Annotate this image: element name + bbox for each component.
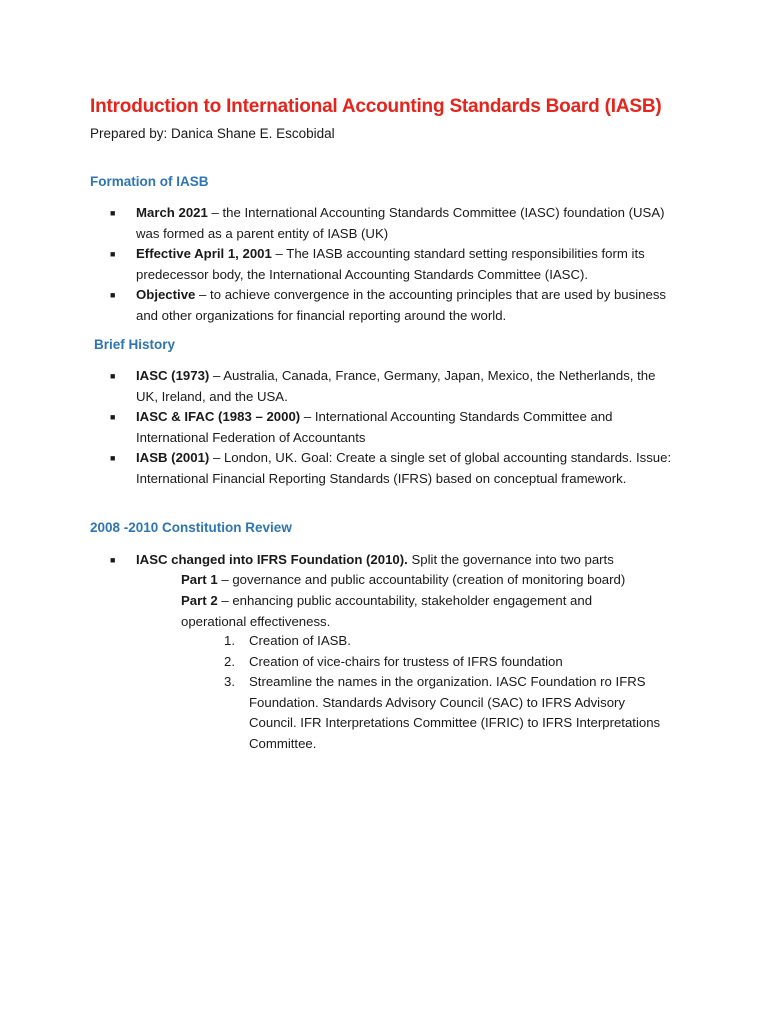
constitution-list (110, 550, 680, 571)
numbered-item (224, 652, 664, 673)
history-list (110, 366, 680, 489)
item-text: Split the governance into two parts (407, 552, 614, 567)
item-term: Effective April 1, 2001 (136, 246, 272, 261)
heading-formation: Formation of IASB (90, 174, 209, 189)
document-title: Introduction to International Accounting Standards Board (IASB) (90, 96, 662, 117)
item-term: Objective (136, 287, 196, 302)
numbered-item (224, 631, 664, 652)
square-bullet-icon: ■ (110, 555, 116, 565)
part-2 (181, 591, 651, 632)
square-bullet-icon: ■ (110, 412, 116, 422)
item-term: March 2021 (136, 205, 208, 220)
part-1 (181, 570, 651, 591)
item-term: IASC (1973) (136, 368, 210, 383)
square-bullet-icon: ■ (110, 208, 116, 218)
item-text: Streamline the names in the organization. IASC Foundation ro IFRS Foundation. Standards Advisory Council (SAC) to IFRS Advisory Council. IFR Interpretations Committee (IFRIC) to IFRS Interpretations Committee. (249, 674, 661, 751)
prepared-by: Prepared by: Danica Shane E. Escobidal (90, 126, 335, 141)
item-text: – International Accounting Standards Committee and International Federation of Accountants (136, 409, 613, 445)
square-bullet-icon: ■ (110, 371, 116, 381)
square-bullet-icon: ■ (110, 249, 116, 259)
part-text: – governance and public accountability (creation of monitoring board) (217, 572, 626, 587)
list-item (110, 366, 680, 407)
numbered-list (224, 631, 664, 754)
square-bullet-icon: ■ (110, 290, 116, 300)
list-item (110, 448, 680, 489)
numbered-item (224, 672, 664, 754)
item-text: – Australia, Canada, France, Germany, Japan, Mexico, the Netherlands, the UK, Ireland, and the USA. (136, 368, 656, 404)
item-text: – The IASB accounting standard setting responsibilities form its predecessor body, the International Accounting Standards Committee (IASC). (136, 246, 645, 282)
list-item (110, 203, 680, 244)
list-item (110, 285, 680, 326)
item-number: 2. (224, 653, 235, 669)
item-text: Creation of IASB. (249, 633, 351, 648)
formation-list (110, 203, 680, 326)
item-term: IASB (2001) (136, 450, 210, 465)
square-bullet-icon: ■ (110, 453, 116, 463)
list-item (110, 550, 680, 571)
item-text: – to achieve convergence in the accounting principles that are used by business and other organizations for financial reporting around the world. (136, 287, 667, 323)
item-text: – London, UK. Goal: Create a single set of global accounting standards. Issue: International Financial Reporting Standards (IFRS) based on conceptual framework. (136, 450, 672, 486)
part-text: – enhancing public accountability, stakeholder engagement and operational effectiveness. (181, 593, 593, 629)
item-term: IASC changed into IFRS Foundation (2010). (136, 552, 408, 567)
list-item (110, 407, 680, 448)
item-text: Creation of vice-chairs for trustess of IFRS foundation (249, 653, 563, 669)
heading-constitution: 2008 -2010 Constitution Review (90, 520, 292, 535)
item-text: – the International Accounting Standards Committee (IASC) foundation (USA) was formed as a parent entity of IASB (UK) (136, 205, 665, 241)
item-number: 3. (224, 674, 235, 689)
item-number: 1. (224, 633, 235, 648)
part-label: Part 1 (181, 572, 218, 587)
part-label: Part 2 (181, 593, 218, 608)
heading-history: Brief History (94, 337, 176, 352)
item-term: IASC & IFAC (1983 – 2000) (136, 409, 301, 424)
list-item (110, 244, 680, 285)
